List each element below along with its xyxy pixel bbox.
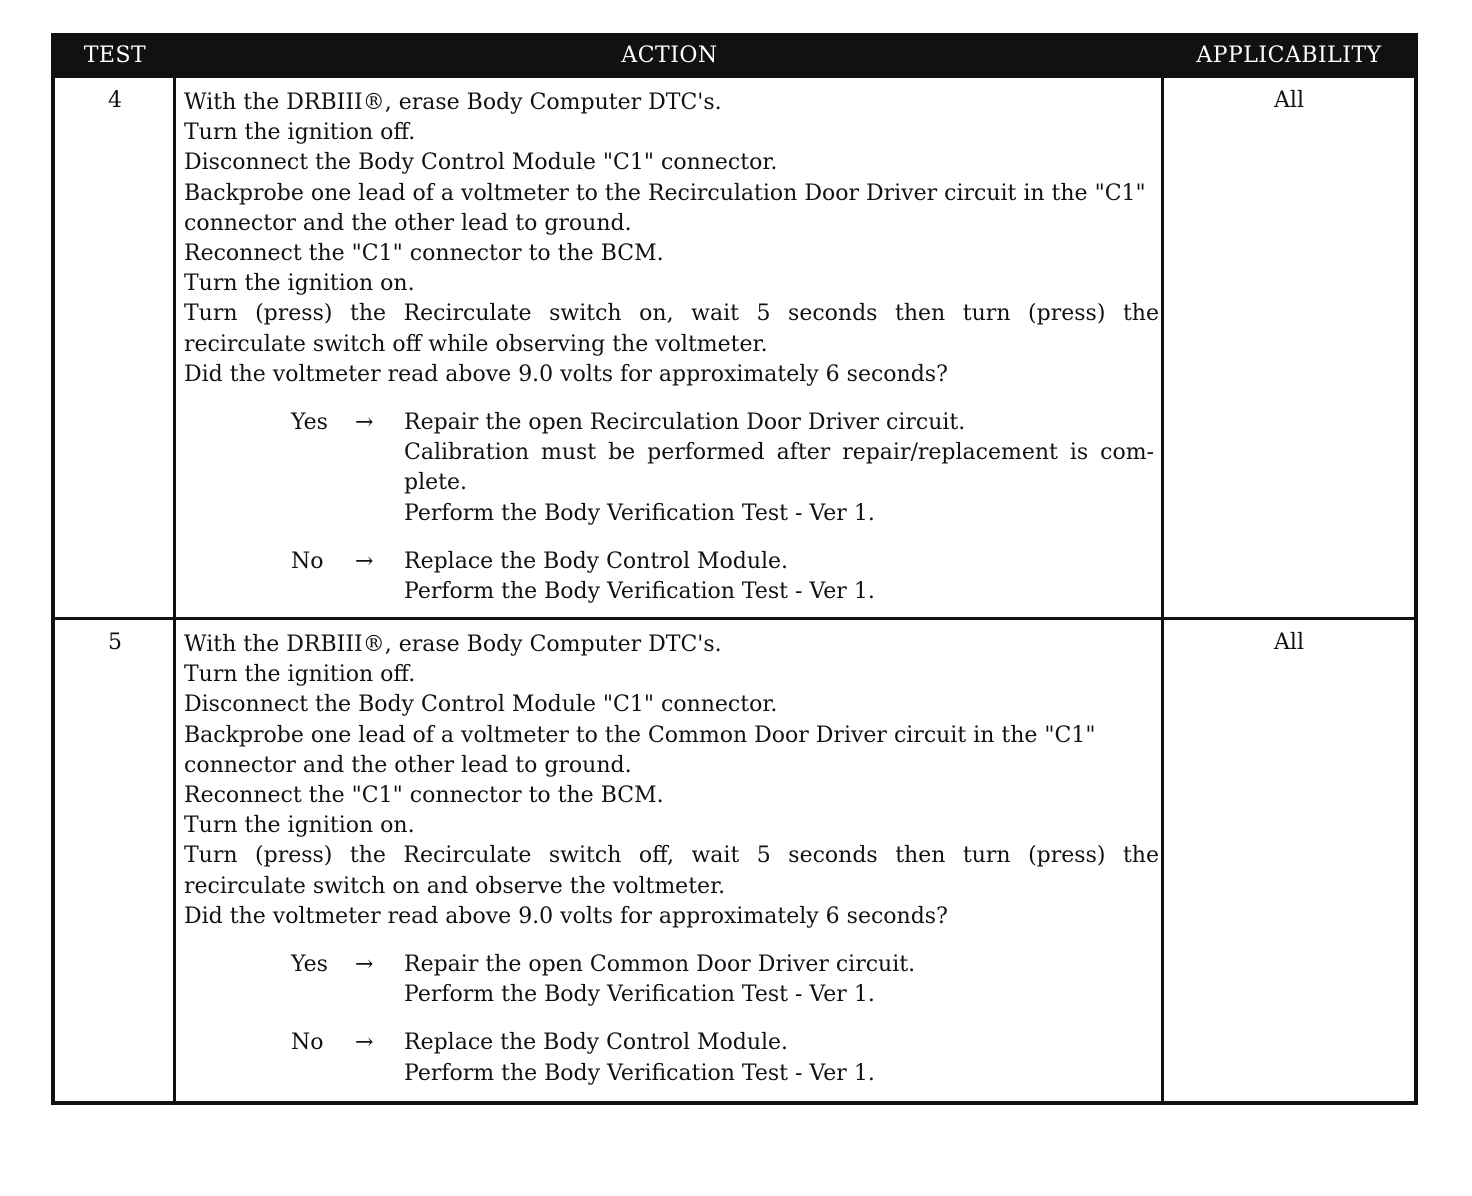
- question-line: Did the voltmeter read above 9.0 volts for approximately 6 seconds?: [184, 903, 948, 929]
- outcome-label: No: [291, 548, 324, 574]
- outcome-yes: [291, 408, 1159, 529]
- step-line: Backprobe one lead of a voltmeter to the Common Door Driver circuit in the "C1": [184, 722, 1096, 748]
- step-line: Turn (press) the Recirculate switch on, wait 5 seconds then turn (press) the: [184, 301, 1159, 327]
- outcome-line: Repair the open Recirculation Door Driver circuit.: [404, 410, 966, 436]
- outcome-line: Perform the Body Verification Test - Ver 1.: [404, 500, 875, 526]
- outcome-label: Yes: [291, 410, 328, 436]
- outcome-no: [291, 1028, 1159, 1088]
- outcome-line: plete.: [404, 470, 467, 496]
- step-line: With the DRBIII®, erase Body Computer DTC's.: [184, 632, 722, 657]
- step-line: Backprobe one lead of a voltmeter to the Recirculation Door Driver circuit in the "C1": [184, 180, 1146, 206]
- step-line: Turn the ignition on.: [184, 271, 415, 297]
- applicability-value: All: [1274, 630, 1304, 655]
- step-line: Turn the ignition off.: [184, 662, 416, 688]
- table-row: [55, 78, 1414, 617]
- question-line: Did the voltmeter read above 9.0 volts for approximately 6 seconds?: [184, 361, 948, 387]
- step-line: Turn the ignition on.: [184, 813, 415, 839]
- test-number: 4: [108, 88, 122, 113]
- step-line: Turn the ignition off.: [184, 120, 416, 146]
- step-line: recirculate switch on and observe the voltmeter.: [184, 873, 726, 899]
- step-line: connector and the other lead to ground.: [184, 210, 632, 236]
- step-line: Turn (press) the Recirculate switch off, wait 5 seconds then turn (press) the: [184, 843, 1159, 869]
- outcome-line: Repair the open Common Door Driver circuit.: [404, 952, 916, 978]
- step-line: Reconnect the "C1" connector to the BCM.: [184, 241, 664, 267]
- header-action: ACTION: [621, 43, 718, 68]
- outcome-no: [291, 547, 1159, 607]
- applicability-value: All: [1274, 88, 1304, 113]
- table-row: [55, 620, 1414, 1101]
- step-line: Disconnect the Body Control Module "C1" connector.: [184, 692, 778, 718]
- action-cell: [184, 88, 1159, 607]
- step-line: With the DRBIII®, erase Body Computer DTC's.: [184, 90, 722, 115]
- step-line: Reconnect the "C1" connector to the BCM.: [184, 783, 664, 809]
- step-line: connector and the other lead to ground.: [184, 752, 632, 778]
- table-header: [55, 37, 1414, 78]
- outcome-line: Perform the Body Verification Test - Ver 1.: [404, 1060, 875, 1086]
- arrow-right-icon: →: [355, 952, 374, 978]
- step-line: Disconnect the Body Control Module "C1" connector.: [184, 150, 778, 176]
- outcome-line: Calibration must be performed after repair/replacement is com-: [404, 440, 1154, 466]
- outcome-label: No: [291, 1030, 324, 1056]
- action-cell: [184, 630, 1159, 1089]
- outcome-line: Replace the Body Control Module.: [404, 1030, 789, 1056]
- step-line: recirculate switch off while observing the voltmeter.: [184, 331, 768, 357]
- header-applicability: APPLICABILITY: [1196, 43, 1382, 68]
- outcome-label: Yes: [291, 952, 328, 978]
- diagnostic-test-table: [51, 33, 1418, 1105]
- header-test: TEST: [83, 43, 147, 68]
- outcome-line: Perform the Body Verification Test - Ver 1.: [404, 982, 875, 1008]
- test-number: 5: [108, 630, 122, 655]
- arrow-right-icon: →: [355, 548, 374, 574]
- arrow-right-icon: →: [355, 1030, 374, 1056]
- arrow-right-icon: →: [355, 410, 374, 436]
- outcome-line: Replace the Body Control Module.: [404, 548, 789, 574]
- outcome-line: Perform the Body Verification Test - Ver 1.: [404, 579, 875, 605]
- outcome-yes: [291, 950, 1159, 1010]
